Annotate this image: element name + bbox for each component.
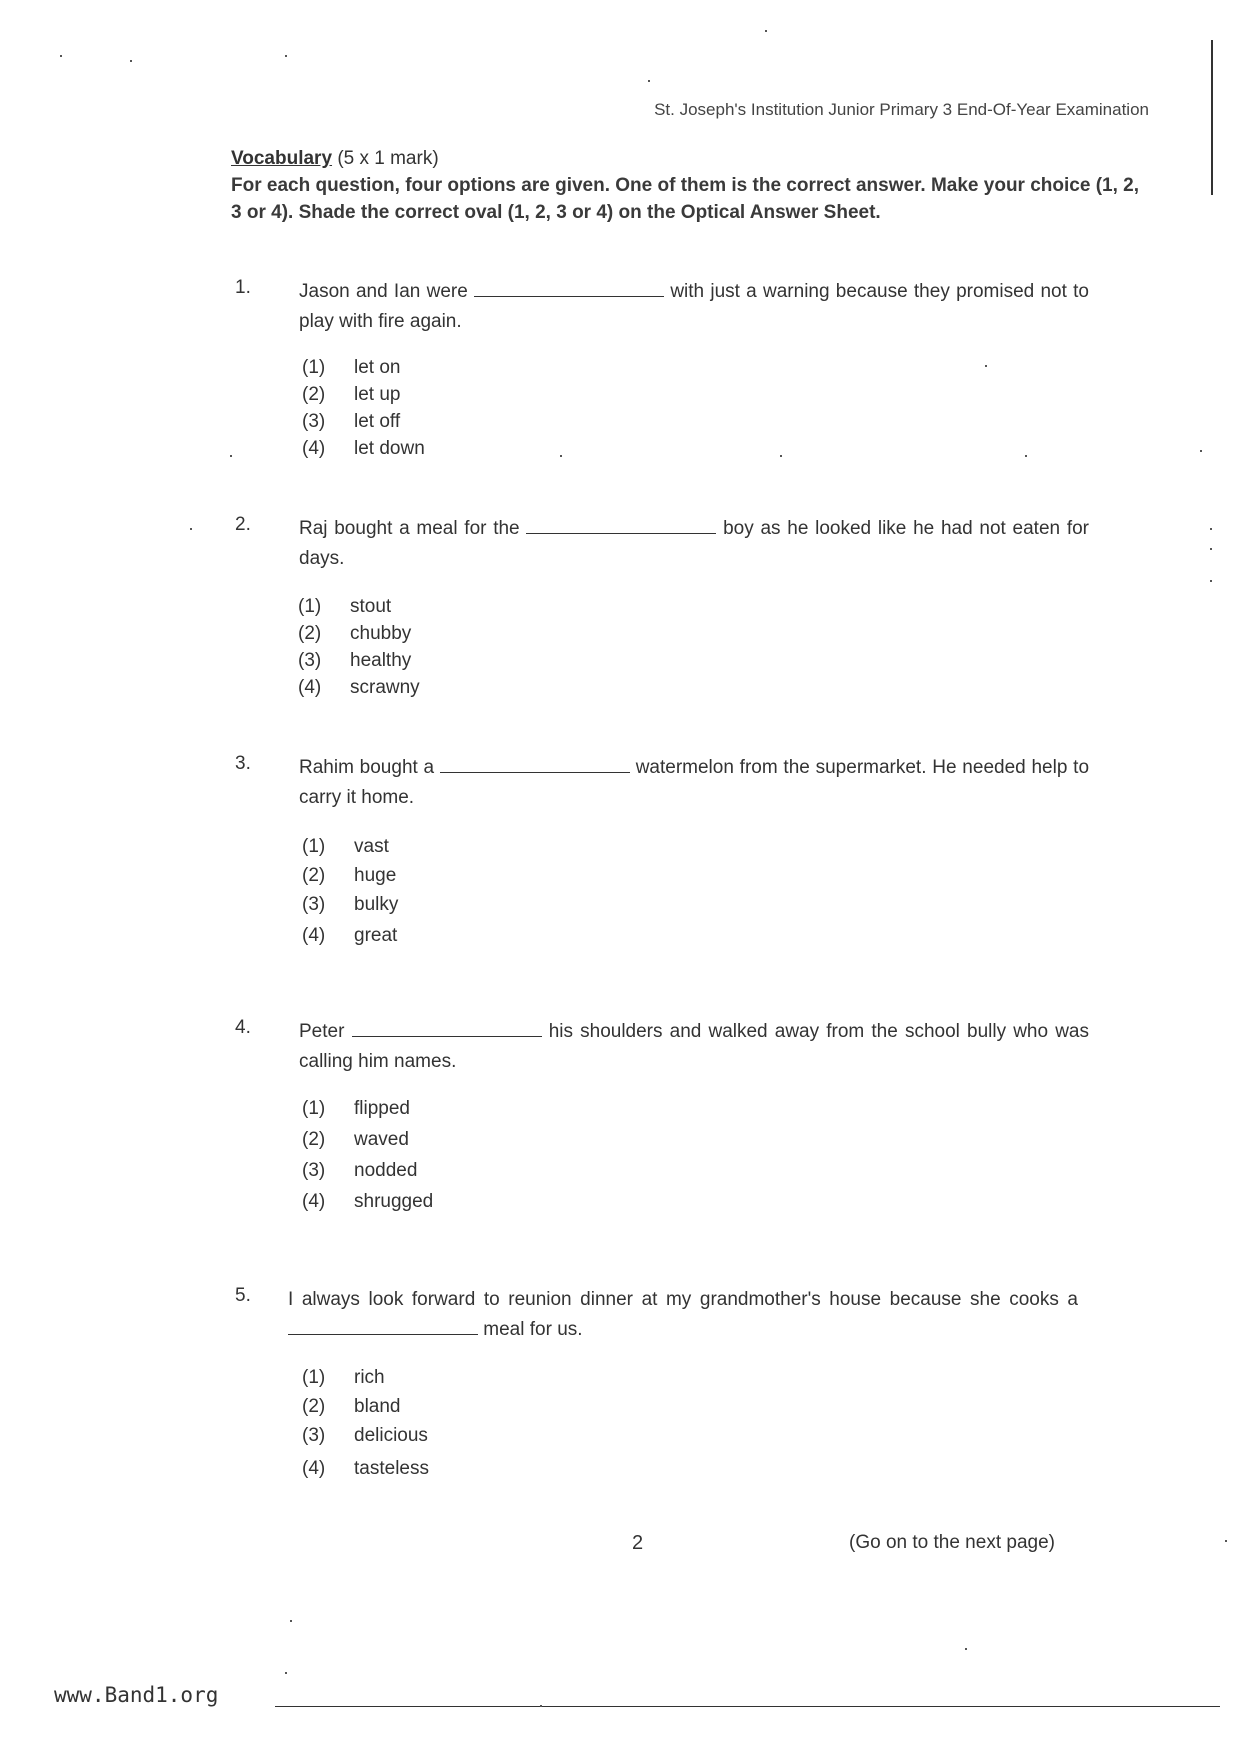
- question-text: [299, 1017, 1089, 1077]
- scan-speckle: [965, 1648, 967, 1650]
- footer-line: [275, 1706, 1220, 1707]
- scan-speckle: [648, 80, 650, 82]
- answer-option: [302, 836, 389, 864]
- scan-speckle: [540, 1705, 542, 1707]
- question-number: 3.: [235, 753, 251, 774]
- scan-speckle: [230, 455, 232, 457]
- option-number: (3): [302, 411, 326, 432]
- answer-option: [302, 438, 425, 466]
- section-name: Vocabulary: [231, 148, 333, 169]
- answer-option: [302, 865, 396, 893]
- answer-blank: [526, 519, 716, 534]
- option-number: (4): [302, 925, 326, 946]
- section-title: [231, 148, 439, 170]
- watermark: www.Band1.org: [54, 1683, 219, 1707]
- scan-speckle: [1225, 1540, 1227, 1542]
- option-text: rich: [354, 1367, 385, 1388]
- scan-speckle: [560, 455, 562, 457]
- page-number: 2: [632, 1532, 644, 1554]
- option-text: waved: [354, 1129, 409, 1150]
- option-number: (3): [302, 1425, 326, 1446]
- question-text: [299, 277, 1089, 337]
- question-text-after: meal for us.: [483, 1319, 583, 1340]
- scan-speckle: [1025, 455, 1027, 457]
- option-number: (1): [302, 1367, 326, 1388]
- option-text: great: [354, 925, 398, 946]
- question-number: 2.: [235, 514, 251, 535]
- option-number: (1): [302, 357, 326, 378]
- option-number: (4): [298, 677, 322, 698]
- option-number: (1): [302, 1098, 326, 1119]
- answer-blank: [474, 282, 664, 297]
- option-number: (1): [298, 596, 322, 617]
- option-text: bland: [354, 1396, 401, 1417]
- option-number: (4): [302, 1458, 326, 1479]
- answer-blank: [352, 1022, 542, 1037]
- option-text: chubby: [350, 623, 412, 644]
- question-text-before: Raj bought a meal for the: [299, 518, 520, 539]
- scan-edge-line: [1211, 40, 1213, 195]
- option-text: tasteless: [354, 1458, 429, 1479]
- answer-option: [298, 596, 391, 624]
- option-text: stout: [350, 596, 392, 617]
- scan-speckle: [190, 528, 192, 530]
- option-text: let down: [354, 438, 425, 459]
- option-text: flipped: [354, 1098, 410, 1119]
- option-text: delicious: [354, 1425, 428, 1446]
- section-instructions: For each question, four options are given. One of them is the correct answer. Make your choice (1, 2, 3 or 4). Shade the correct oval (1, 2, 3 or 4) on the Optical Answer Sheet.: [231, 175, 1140, 223]
- option-text: vast: [354, 836, 389, 857]
- scan-speckle: [290, 1620, 292, 1622]
- option-number: (2): [302, 865, 326, 886]
- continue-note: (Go on to the next page): [849, 1532, 1055, 1553]
- option-number: (2): [302, 1129, 326, 1150]
- scan-speckle: [1210, 580, 1212, 582]
- answer-option: [302, 1191, 433, 1219]
- option-text: let off: [354, 411, 401, 432]
- scan-speckle: [60, 55, 62, 57]
- section-marks: (5 x 1 mark): [337, 148, 439, 169]
- question-text-after: watermelon from the supermarket. He needed help to carry it home.: [299, 757, 1090, 808]
- scan-speckle: [1210, 528, 1212, 530]
- answer-option: [302, 384, 400, 412]
- option-number: (4): [302, 1191, 326, 1212]
- scan-speckle: [285, 1672, 287, 1674]
- option-number: (2): [302, 1396, 326, 1417]
- scan-speckle: [765, 30, 767, 32]
- option-text: nodded: [354, 1160, 418, 1181]
- question-text: [299, 753, 1089, 813]
- option-number: (3): [298, 650, 322, 671]
- option-text: healthy: [350, 650, 412, 671]
- scan-speckle: [780, 455, 782, 457]
- option-number: (3): [302, 1160, 326, 1181]
- answer-option: [298, 677, 420, 705]
- question-text-before: Rahim bought a: [299, 757, 435, 778]
- option-text: let up: [354, 384, 401, 405]
- answer-option: [302, 1367, 385, 1395]
- option-number: (3): [302, 894, 326, 915]
- answer-option: [302, 411, 400, 439]
- option-text: shrugged: [354, 1191, 434, 1212]
- scan-speckle: [1210, 548, 1212, 550]
- option-text: let on: [354, 357, 401, 378]
- option-number: (4): [302, 438, 326, 459]
- answer-option: [298, 623, 411, 651]
- option-number: (2): [298, 623, 322, 644]
- option-text: bulky: [354, 894, 399, 915]
- question-text-before: I always look forward to reunion dinner at my grandmother's house because she cooks a: [288, 1289, 1078, 1310]
- scan-speckle: [285, 55, 287, 57]
- option-text: scrawny: [350, 677, 420, 698]
- answer-blank: [440, 758, 630, 773]
- question-text: [288, 1285, 1078, 1345]
- question-text-after: with just a warning because they promised not to play with fire again.: [299, 281, 1089, 332]
- option-text: huge: [354, 865, 397, 886]
- answer-option: [302, 1129, 409, 1157]
- scan-speckle: [985, 365, 987, 367]
- answer-option: [302, 1098, 410, 1126]
- exam-header: St. Joseph's Institution Junior Primary 3 End-Of-Year Examination: [654, 100, 1149, 119]
- question-number: 1.: [235, 277, 251, 298]
- scan-speckle: [1200, 450, 1202, 452]
- question-text-before: Jason and Ian were: [299, 281, 468, 302]
- answer-blank: [288, 1320, 478, 1335]
- question-text-before: Peter: [299, 1021, 345, 1042]
- answer-option: [302, 1160, 417, 1188]
- answer-option: [302, 894, 398, 922]
- answer-option: [302, 1425, 428, 1453]
- answer-option: [302, 1458, 429, 1486]
- answer-option: [302, 357, 400, 385]
- question-number: 5.: [235, 1285, 251, 1306]
- option-number: (1): [302, 836, 326, 857]
- answer-option: [302, 1396, 401, 1424]
- question-text: [299, 514, 1089, 574]
- question-text-after: boy as he looked like he had not eaten for days.: [299, 518, 1089, 569]
- scan-speckle: [130, 60, 132, 62]
- answer-option: [302, 925, 397, 953]
- answer-option: [298, 650, 411, 678]
- option-number: (2): [302, 384, 326, 405]
- question-text-after: his shoulders and walked away from the school bully who was calling him names.: [299, 1021, 1089, 1072]
- question-number: 4.: [235, 1017, 251, 1038]
